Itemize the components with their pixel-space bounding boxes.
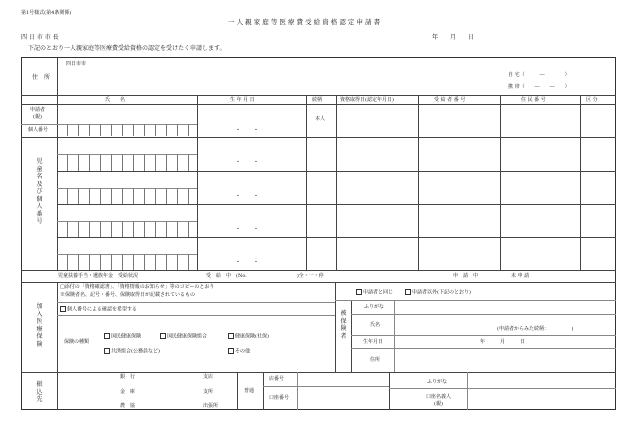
branch-type-sub[interactable]: 支所 — [203, 389, 214, 395]
insurance-label: 加入医療保険 — [36, 303, 43, 348]
checkbox-icon[interactable] — [104, 333, 110, 339]
header-relation: 続柄 — [312, 97, 323, 103]
account-number-label: 口座番号 — [269, 395, 290, 401]
insured-relation-note[interactable]: (申請者からみた続柄： ) — [497, 326, 574, 332]
divider — [335, 300, 616, 301]
mobile-phone-field[interactable]: 携 帯（ ― ― ） — [508, 84, 570, 90]
bank-type-nokyo[interactable]: 農 協 — [120, 403, 136, 409]
checkbox-icon[interactable] — [104, 348, 110, 354]
child-2-birthdate[interactable]: ・ ・ — [235, 193, 260, 200]
divider — [263, 386, 389, 387]
bank-label: 振込先 — [36, 381, 43, 403]
insurance-type-kyosai[interactable] — [104, 348, 160, 355]
home-phone-field[interactable]: 自 宅（ ― ） — [508, 72, 570, 78]
child-3-personal-number-cells[interactable] — [57, 221, 189, 237]
divider — [306, 95, 307, 270]
insurance-type-shaho-label: 健康保険(社保) — [235, 333, 269, 340]
header-resident-number: 住 民 番 号 — [521, 97, 546, 103]
divider — [57, 282, 58, 372]
insurance-type-kokuho[interactable] — [104, 333, 141, 340]
holder-furigana-label: ふりがな — [427, 379, 448, 385]
insurance-type-other[interactable] — [228, 348, 250, 355]
insurance-copy-note[interactable]: □添付の「資格確認書」、「資格情報のお知らせ」等のコピーのとおり — [60, 284, 215, 290]
divider — [237, 372, 238, 410]
child-4-personal-number-cells[interactable] — [57, 254, 189, 270]
insured-name-label: 氏名 — [370, 322, 381, 328]
divider — [500, 95, 501, 270]
insurance-type-shaho[interactable] — [228, 333, 269, 340]
child-1-birthdate[interactable]: ・ ・ — [235, 159, 260, 166]
checkbox-icon[interactable] — [160, 333, 166, 339]
allowance-applying[interactable]: 申 請 中 — [453, 273, 479, 279]
divider — [297, 372, 298, 410]
divider — [57, 315, 335, 316]
insured-furigana-label: ふりがな — [364, 304, 385, 310]
divider — [57, 372, 58, 410]
divider — [389, 372, 390, 410]
divider — [197, 95, 198, 270]
divider — [418, 95, 419, 270]
relation-self: 本人 — [315, 116, 326, 122]
applicant-birthdate[interactable]: ・ ・ — [235, 127, 260, 134]
branch-type-office[interactable]: 出張所 — [203, 403, 219, 409]
intro-text: 下記のとおり一人親家庭等医療費受給資格の認定を受けたく申請します。 — [28, 45, 226, 52]
child-2-personal-number-cells[interactable] — [57, 188, 189, 204]
checkbox-icon[interactable] — [228, 348, 234, 354]
form-title: 一 人 親 家 庭 等 医 療 費 受 給 資 格 認 定 申 請 書 — [228, 18, 381, 26]
divider — [57, 237, 616, 238]
address-label: 住 所 — [32, 74, 51, 81]
children-label: 児童名及び個人番号 — [36, 158, 43, 225]
divider — [57, 302, 335, 303]
insured-birthdate-label: 生年月日 — [363, 339, 384, 345]
divider — [21, 282, 616, 283]
divider — [335, 282, 336, 372]
divider — [336, 95, 337, 270]
insured-address-label: 住所 — [370, 357, 381, 363]
checkbox-icon[interactable] — [356, 289, 362, 295]
divider — [21, 137, 616, 138]
child-1-personal-number-cells[interactable] — [57, 154, 189, 171]
addressee: 四 日 市 市 長 — [21, 34, 59, 41]
divider — [21, 372, 616, 373]
divider — [21, 104, 616, 105]
branch-number-label: 店番号 — [269, 376, 285, 382]
header-category: 区 分 — [586, 97, 598, 103]
divider — [394, 300, 395, 372]
applicant-personal-number-cells[interactable] — [57, 124, 189, 136]
insurance-copy-subnote: ※保険者名、記号・番号、保険取得日が記載されているもの — [60, 292, 196, 298]
insurance-type-kokuho-label: 国民健康保険 — [111, 333, 142, 340]
insurance-type-other-label: その他 — [235, 348, 251, 355]
personal-number-label: 個人番号 — [28, 127, 49, 133]
insured-birthdate-field[interactable]: 年 月 日 — [480, 339, 526, 345]
insured-other-option[interactable] — [405, 289, 471, 296]
allowance-label: 児童扶養手当・遺族年金 受給状況 — [58, 273, 139, 279]
allowance-receiving[interactable]: 受 給 中 (No. )全・一・停 — [206, 273, 324, 279]
mynumber-option-label: 個人番号による確認を希望する — [67, 306, 138, 313]
address-city[interactable]: 四日市市 — [66, 61, 87, 67]
divider — [351, 335, 616, 336]
header-name: 氏 名 — [105, 97, 126, 103]
insured-person-label: 被保険者 — [340, 310, 347, 340]
insurance-type-kyosai-label: 共済組合(公務員など) — [111, 348, 160, 355]
checkbox-icon[interactable] — [60, 306, 66, 312]
bank-type-shinkin[interactable]: 金 庫 — [120, 389, 136, 395]
child-3-birthdate[interactable]: ・ ・ — [235, 226, 260, 233]
divider — [389, 388, 616, 389]
divider — [57, 57, 58, 95]
application-date[interactable]: 年 月 日 — [432, 34, 475, 41]
checkbox-icon[interactable] — [228, 333, 234, 339]
bank-type-bank[interactable]: 銀 行 — [120, 374, 136, 380]
divider — [351, 300, 352, 372]
allowance-not-applied[interactable]: 未 申 請 — [511, 273, 530, 279]
style-number: 第1号様式(第4条関係) — [21, 10, 72, 16]
insured-same-option-label: 申請者と同じ — [363, 289, 394, 296]
divider — [580, 95, 581, 270]
divider — [57, 171, 616, 172]
divider — [21, 95, 616, 96]
divider — [21, 270, 616, 271]
divider — [263, 372, 264, 410]
account-type: 普通 — [244, 388, 255, 394]
divider — [351, 314, 616, 315]
mynumber-option[interactable] — [60, 306, 137, 313]
divider — [351, 348, 616, 349]
insurance-type-kokuho-kumiai-label: 国民健康保険組合 — [167, 333, 208, 340]
header-acquired-date: 資格取得日(認定年月日) — [340, 97, 394, 103]
branch-type-branch[interactable]: 支店 — [203, 374, 214, 380]
checkbox-icon[interactable] — [405, 289, 411, 295]
insurance-type-label: 保険の種類 — [64, 339, 90, 345]
divider — [57, 95, 58, 270]
insured-same-option[interactable] — [356, 289, 393, 296]
child-4-birthdate[interactable]: ・ ・ — [235, 259, 260, 266]
insurance-type-kokuho-kumiai[interactable] — [160, 333, 207, 340]
divider — [57, 204, 616, 205]
header-birthdate: 生 年 月 日 — [230, 97, 255, 103]
account-holder-label: 口座名義人 (親) — [426, 394, 452, 407]
insured-other-option-label: 申請者以外(下記のとおり) — [412, 289, 471, 296]
header-recipient-number: 受 給 者 番 号 — [434, 97, 466, 103]
divider — [467, 372, 468, 410]
applicant-label: 申請者 (親) — [30, 107, 46, 120]
